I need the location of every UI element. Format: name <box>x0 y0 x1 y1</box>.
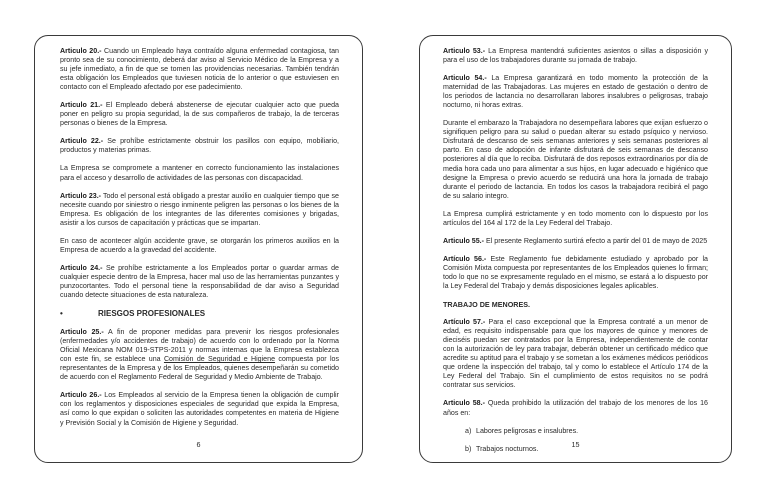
article-58 <box>443 399 708 417</box>
section-heading-text: RIESGOS PROFESIONALES <box>98 309 206 319</box>
article-22 <box>60 137 339 155</box>
section-heading-menores: TRABAJO DE MENORES. <box>443 300 531 310</box>
article-24 <box>60 264 339 300</box>
page-content <box>443 47 708 463</box>
article-text: Los Empleados al servicio de la Empresa tienen la obligación de cumplir con los reglamentos y disposiciones especiales de seguridad que expida la Empresa, así como lo que expidan o soliciten las autoridades competentes en materia de Higiene y Previsión Social y la Comisión de Higiene y Seguridad. <box>60 391 339 427</box>
article-label: Articulo 20.- <box>60 47 102 55</box>
article-20 <box>60 47 339 92</box>
article-label: Articulo 58.- <box>443 399 485 408</box>
article-21 <box>60 101 339 128</box>
page-number: 15 <box>571 440 580 449</box>
article-text: Se prohíbe estrictamente obstruir los pasillos con equipo, mobiliario, productos y materias primas. <box>60 137 339 155</box>
article-label: Articulo 23.- <box>60 191 102 200</box>
article-text: Este Reglamento fue debidamente estudiado y aprobado por la Comisión Mixta compuesta por representantes de los Empleados quienes lo firman; todo lo que no se expresamente regulado en el mismo, se estará a lo dispuesto por la Ley Federal del Trabajo y demás disposiciones legales aplicables. <box>443 254 708 290</box>
article-26 <box>60 391 339 427</box>
document-page-left <box>34 35 363 463</box>
article-23 <box>60 192 339 228</box>
list-text: Trabajos nocturnos. <box>476 444 539 453</box>
article-55 <box>443 237 708 246</box>
underlined-term: Comisión de Seguridad e Higiene <box>163 355 276 364</box>
article-text: compuesta por los representantes de la Empresa y de los Empleados, quienes desempeñarán su cometido de acuerdo con el Reglamento Federal de Seguridad y Medio Ambiente de Trabajo. <box>60 355 340 382</box>
list-text: Labores peligrosas e insalubres. <box>476 426 579 435</box>
article-label: Articulo 24.- <box>60 263 103 272</box>
article-label: Articulo 21.- <box>60 101 103 110</box>
article-57 <box>443 318 708 390</box>
section-heading-riesgos <box>60 309 339 318</box>
article-text: Todo el personal está obligado a prestar auxilio en cualquier tiempo que se necesite cuando por siniestro o riesgo inminente peligren las personas o los bienes de la Empresa. Es obligación de los integrantes de las diferentes comisiones y brigadas, asistir a los cursos de capacitación y prácticas que se impartan. <box>60 191 339 227</box>
document-page-right <box>419 35 732 463</box>
article-label: Articulo 26.- <box>60 391 102 400</box>
list-item <box>465 427 708 436</box>
page-number: 6 <box>196 440 201 449</box>
article-label: Articulo 53.- <box>443 47 486 55</box>
article-text: El Empleado deberá abstenerse de ejecutar cualquier acto que pueda poner en peligro su propia seguridad, la de sus compañeros de trabajo, la de terceras personas o bienes de la Empresa. <box>60 101 339 128</box>
article-text: La Empresa garantizará en todo momento la protección de la maternidad de las Trabajadoras. Las mujeres en estado de gestación o dentro de los periodos de lactancia no desarrollaran labores insalubres o peligrosas, trabajo nocturno, ni horas extras. <box>443 74 708 110</box>
list-marker: a) <box>465 426 472 435</box>
paragraph-text: La Empresa se compromete a mantener en correcto funcionamiento las instalaciones para el acceso y desarrollo de actividades de las personas con discapacidad. <box>60 164 339 182</box>
article-54 <box>443 74 708 110</box>
paragraph-accessibility <box>60 164 339 182</box>
page-content <box>60 47 339 437</box>
article-text: Se prohíbe estrictamente a los Empleados portar o guardar armas de cualquier especie dentro de la Empresa, hacer mal uso de las herramientas punzantes y punzocortantes. Todo el personal tiene la responsabilidad de dar aviso a Seguridad cuando detecte situaciones de esta naturaleza. <box>60 263 339 299</box>
article-text: Queda prohibido la utilización del trabajo de los menores de los 16 años en: <box>443 399 708 417</box>
article-label: Artículo 56.- <box>443 254 487 263</box>
article-text: A fin de proponer medidas para prevenir los riesgos profesionales (enfermedades y/o accidentes de trabajo) de acuerdo con lo ordenado por la Norma Oficial Mexicana NOM 019-STPS-2011 y normas internas que la Empresa establezca con este fin, se establece una <box>60 328 339 364</box>
article-label: Articulo 54.- <box>443 74 487 83</box>
list-marker: b) <box>465 444 472 453</box>
bullet-icon: • <box>60 309 63 319</box>
article-label: Articulo 25.- <box>60 328 104 337</box>
paragraph-first-aid <box>60 237 339 255</box>
paragraph-text: Durante el embarazo la Trabajadora no desempeñara labores que exijan esfuerzo o signifiquen peligro para su salud o puedan alterar su estado psíquico y nervioso. Disfrutará de descanso de seis semanas anteriores y seis semanas posteriores al parto. En caso de adopción de infante disfrutará de seis semanas de descanso posteriores al día que lo reciba. Disfrutará de dos reposos extraordinarios por día de media hora cada uno para alimentar a sus hijos, en lugar adecuado e higiénico que designe la Empresa o previo acuerdo se reducirá una hora la jornada de trabajo durante el periodo de lactancia. En todos los casos la trabajadora recibirá el pago de su salario integro. <box>443 119 708 200</box>
article-25 <box>60 328 339 382</box>
paragraph-pregnancy <box>443 119 708 200</box>
article-53 <box>443 47 708 65</box>
article-text: La Empresa mantendrá suficientes asientos o sillas a disposición y para el uso de los trabajadores durante su jornada de trabajo. <box>443 47 708 65</box>
article-text: Cuando un Empleado haya contraído alguna enfermedad contagiosa, tan pronto sea de su conocimiento, deberá dar aviso al Servicio Médico de la Empresa y a su jefe inmediato, a fin de que se tomen las providencias necesarias. También tendrán esta obligación los Empleados que tuviesen noticia de lo anterior o que estuviesen en contacto con el Empleado afectado por ese padecimiento. <box>60 47 339 92</box>
article-label: Articulo 22.- <box>60 137 104 146</box>
article-text: Para el caso excepcional que la Empresa contraté a un menor de edad, es requisito indispensable para que los mayores de quince y menores de dieciséis puedan ser contratados por la Empresa, independientemente de contar con la autorización de ley para trabajar, deberán obtener un certificado médico que acredite su aptitud para el trabajo y se sometan a los exámenes médicos periódicos que ordene la inspección del trabajo, tal y como lo establece el Artículo 174 de la Ley Federal del Trabajo. Sin el cumplimiento de estos requisitos no se podrá contratar sus servicios. <box>443 318 709 390</box>
paragraph-text: La Empresa cumplirá estrictamente y en todo momento con lo dispuesto por los artículos del 164 al 172 de la Ley Federal del Trabajo. <box>443 209 708 227</box>
article-label: Artículo 57.- <box>443 318 486 327</box>
article-label: Articulo 55.- <box>443 236 484 245</box>
paragraph-compliance <box>443 210 708 228</box>
article-text: El presente Reglamento surtirá efecto a partir del 01 de mayo de 2025 <box>484 236 708 245</box>
article-56 <box>443 255 708 291</box>
paragraph-text: En caso de acontecer algún accidente grave, se otorgarán los primeros auxilios en la Empresa de acuerdo a la gravedad del accidente. <box>60 236 339 254</box>
